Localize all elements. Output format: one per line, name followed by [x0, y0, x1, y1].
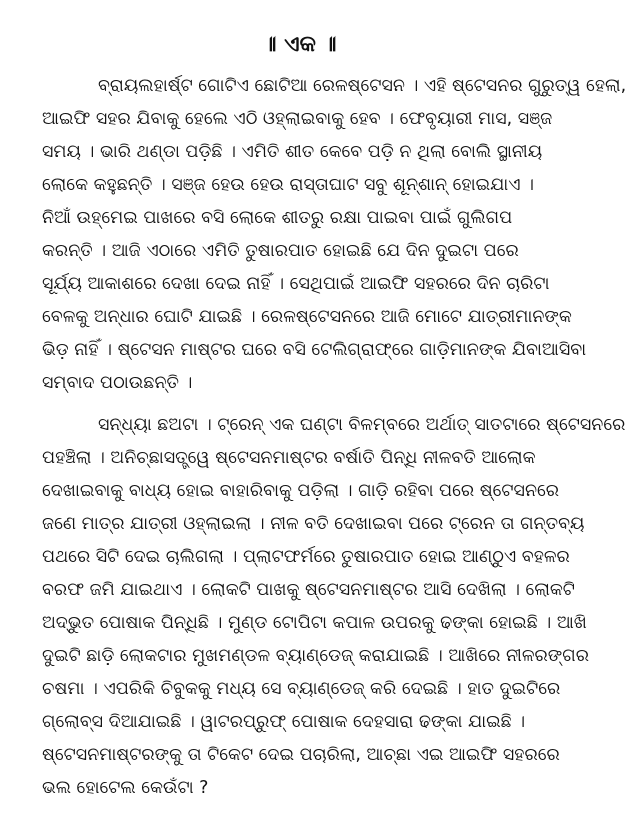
text-line: ଲୋକେ କହୁଛନ୍ତି । ସଞ୍ଜ ହେଉ ହେଉ ରାସ୍ତାଘାଟ ସବୁ ଶୂନ୍‌ଶାନ୍ ହୋଇଯାଏ । — [42, 175, 535, 195]
text-line: ସନ୍ଧ୍ୟା ଛଅଟା । ଟ୍ରେନ୍ ଏକ ଘଣ୍ଟା ବିଳମ୍ବରେ ଅର୍ଥାତ୍ ସାତଟାରେ ଷ୍ଟେସନରେ — [98, 415, 626, 435]
text-line: ପଥରେ ସିଟି ଦେଇ ଚାଲିଗଲା । ପ୍ଲାଟଫର୍ମରେ ତୁଷାରପାତ ହୋଇ ଆଣ୍ଠୁଏ ବହଳର — [42, 547, 570, 567]
text-line: ନିଆଁ ଉହ୍ମେଇ ପାଖରେ ବସି ଲୋକେ ଶୀତରୁ ରକ୍ଷା ପାଇବା ପାଇଁ ଗୁଲିଗପ — [42, 208, 513, 228]
paragraph-1 — [42, 70, 626, 400]
text-line: ବରଫ ଜମି ଯାଇଥାଏ । ଲୋକଟି ପାଖକୁ ଷ୍ଟେସନମାଷ୍ଟର ଆସି ଦେଖିଲା । ଲୋକଟି — [42, 580, 575, 600]
text-line: ସମ୍ବାଦ ପଠାଉଛନ୍ତି । — [42, 373, 193, 393]
text-line: କରନ୍ତି । ଆଜି ଏଠାରେ ଏମିତି ତୁଷାରପାତ ହୋଇଛି ଯେ ଦିନ ଦୁଇଟା ପରେ — [42, 241, 519, 261]
text-line: ଜଣେ ମାତ୍ର ଯାତ୍ରୀ ଓହ୍ଲାଇଲା । ନୀଳ ବତି ଦେଖାଇବା ପରେ ଟ୍ରେନ ତା ଗନ୍ତବ୍ୟ — [42, 514, 585, 534]
text-line: ଦେଖାଇବାକୁ ବାଧ୍ୟ ହୋଇ ବାହାରିବାକୁ ପଡ଼ିଲା । ଗାଡ଼ି ରହିବା ପରେ ଷ୍ଟେସନରେ — [42, 481, 560, 501]
text-line: ଆଇଫି ସହର ଯିବାକୁ ହେଲେ ଏଠି ଓହ୍ଲାଇବାକୁ ହେବ । ଫେବୃୟାରୀ ମାସ, ସଞ୍ଜ — [42, 109, 553, 129]
text-line: ଭଲ ହୋଟେଲ କେଉଁଟା ? — [42, 778, 209, 798]
text-line: ପହଞ୍ଚିଲା । ଅନିଚ୍ଛାସତ୍ତ୍ୱେ ଷ୍ଟେସନମାଷ୍ଟର ବର୍ଷାତି ପିନ୍ଧି ନୀଳବତି ଆଲୋକ — [42, 448, 536, 468]
text-line: ଚଷମା । ଏପରିକି ଚିବୁକକୁ ମଧ୍ୟ ସେ ବ୍ୟାଣ୍ଡେଜ୍ କରି ଦେଇଛି । ହାତ ଦୁଇଟିରେ — [42, 679, 561, 699]
paragraph-2 — [42, 409, 626, 805]
chapter-title: ॥ ଏକ ॥ — [263, 32, 337, 57]
text-line: ଗ୍ଲୋବ୍‌ସ ଦିଆଯାଇଛି । ୱାଟରପ୍ରୁଫ୍ ପୋଷାକ ଦେହସାରା ଢଙ୍କା ଯାଇଛି । — [42, 712, 526, 732]
text-line: ଷ୍ଟେସନମାଷ୍ଟରଙ୍କୁ ତା ଟିକେଟ ଦେଇ ପଚାରିଲା, ଆଚ୍ଛା ଏଇ ଆଇଫି ସହରରେ — [42, 745, 560, 765]
text-line: ବ୍ରାୟଲହାର୍ଷ୍ଟ ଗୋଟିଏ ଛୋଟିଆ ରେଳଷ୍ଟେସନ । ଏହି ଷ୍ଟେସନର ଗୁରୁତ୍ୱ ହେଲା, — [98, 76, 626, 96]
text-line: ଦୁଇଟି ଛାଡ଼ି ଲୋକଟାର ମୁଖମଣ୍ଡଳ ବ୍ୟାଣ୍ଡେଜ୍ କରାଯାଇଛି । ଆଖିରେ ନୀଳରଙ୍ଗର — [42, 646, 589, 666]
text-line: ବେଳକୁ ଅନ୍ଧାର ଘୋଟି ଯାଇଛି । ରେଳଷ୍ଟେସନରେ ଆଜି ମୋଟେ ଯାତ୍ରୀମାନଙ୍କ — [42, 307, 572, 327]
text-line: ଅଦ୍ଭୁତ ପୋଷାକ ପିନ୍ଧିଛି । ମୁଣ୍ଡ ଟୋପିଟା କପାଳ ଉପରକୁ ଢଙ୍କା ହୋଇଛି । ଆଖି — [42, 613, 587, 633]
text-line: ସମୟ । ଭାରି ଥଣ୍ଡା ପଡ଼ିଛି । ଏମିତି ଶୀତ କେବେ ପଡ଼ି ନ ଥିଲା ବୋଲି ସ୍ଥାନୀୟ — [42, 142, 543, 162]
text-line: ସୂର୍ଯ୍ୟ ଆକାଶରେ ଦେଖା ଦେଇ ନାହିଁ । ସେଥିପାଇଁ ଆଇଫି ସହରରେ ଦିନ ଚାରିଟା — [42, 274, 550, 294]
text-line: ଭିଡ଼ ନାହିଁ । ଷ୍ଟେସନ ମାଷ୍ଟର ଘରେ ବସି ଟେଲିଗ୍ରାଫ୍‌ରେ ଗାଡ଼ିମାନଙ୍କ ଯିବାଆସିବା — [42, 340, 587, 360]
